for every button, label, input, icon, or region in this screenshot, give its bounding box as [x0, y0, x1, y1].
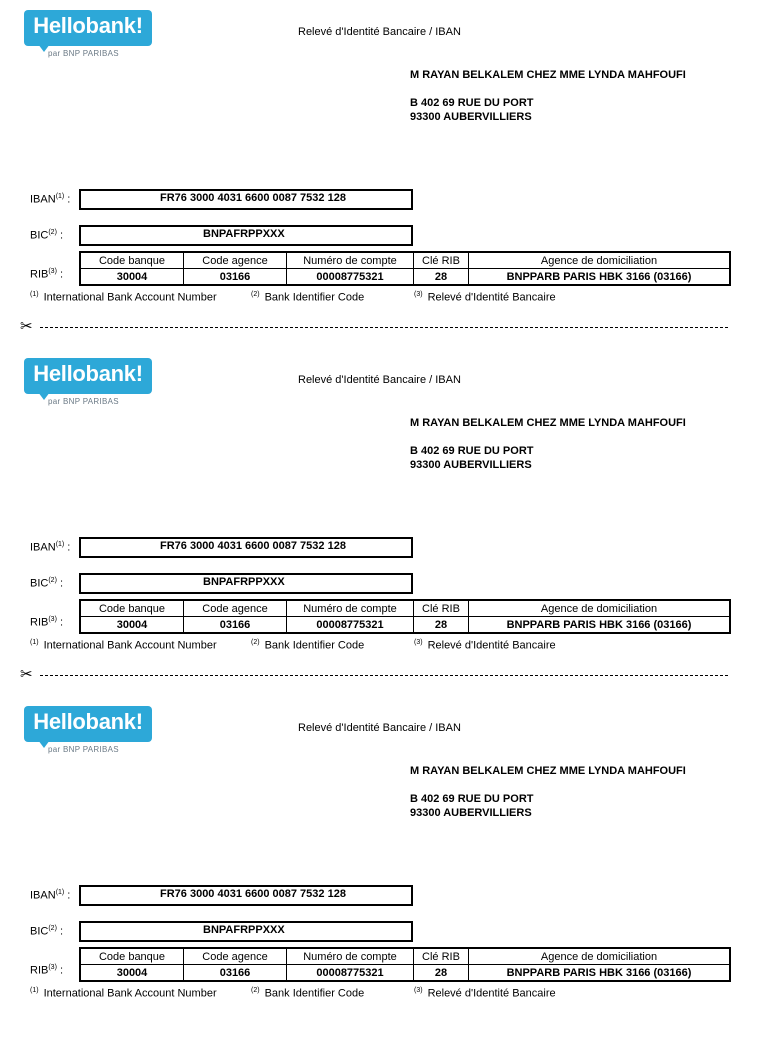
iban-label: IBAN$^{(1)}$ : — [30, 889, 71, 902]
footnote-2: $^{(2)}$ Bank Identifier Code — [251, 987, 365, 1000]
address-line-2: 93300 AUBERVILLIERS — [410, 111, 532, 123]
cut-line-2 — [20, 666, 728, 683]
footnote-3: $^{(3)}$ Relevé d'Identité Bancaire — [414, 639, 556, 652]
header-cle-rib: Clé RIB — [414, 252, 469, 269]
rib-header-row — [80, 600, 730, 617]
rib-section-2 — [0, 348, 768, 696]
rib-header-row — [80, 948, 730, 965]
iban-label: IBAN$^{(1)}$ : — [30, 193, 71, 206]
address-line-1: B 402 69 RUE DU PORT — [410, 97, 534, 109]
iban-field: FR76 3000 4031 6600 0087 7532 128 — [79, 885, 413, 906]
rib-table — [79, 599, 731, 634]
rib-label: RIB$^{(3)}$ : — [30, 268, 64, 281]
header-code-agence: Code agence — [184, 600, 287, 617]
rib-table — [79, 947, 731, 982]
scissors-icon: ✂ — [20, 318, 33, 335]
rib-value-row — [80, 965, 730, 982]
header-code-banque: Code banque — [80, 948, 184, 965]
account-holder-name: M RAYAN BELKALEM CHEZ MME LYNDA MAHFOUFI — [410, 417, 686, 429]
footnote-1: $^{(1)}$ International Bank Account Number — [30, 987, 217, 1000]
iban-label: IBAN$^{(1)}$ : — [30, 541, 71, 554]
hellobank-logo: Hellobank! par BNP PARIBAS — [24, 358, 152, 406]
footnote-1: $^{(1)}$ International Bank Account Number — [30, 639, 217, 652]
header-cle-rib: Clé RIB — [414, 948, 469, 965]
address-line-1: B 402 69 RUE DU PORT — [410, 445, 534, 457]
value-numero-compte: 00008775321 — [287, 269, 414, 286]
header-numero-compte: Numéro de compte — [287, 948, 414, 965]
cut-line-1 — [20, 318, 728, 335]
address-line-2: 93300 AUBERVILLIERS — [410, 807, 532, 819]
value-code-banque: 30004 — [80, 269, 184, 286]
rib-value-row — [80, 269, 730, 286]
address-line-2: 93300 AUBERVILLIERS — [410, 459, 532, 471]
header-cle-rib: Clé RIB — [414, 600, 469, 617]
header-code-agence: Code agence — [184, 252, 287, 269]
rib-section-3 — [0, 696, 768, 1044]
value-code-banque: 30004 — [80, 617, 184, 634]
header-numero-compte: Numéro de compte — [287, 252, 414, 269]
document-title: Relevé d'Identité Bancaire / IBAN — [298, 722, 461, 734]
hellobank-logo: Hellobank! par BNP PARIBAS — [24, 10, 152, 58]
header-agence: Agence de domiciliation — [469, 948, 731, 965]
bic-field: BNPAFRPPXXX — [79, 921, 413, 942]
header-agence: Agence de domiciliation — [469, 252, 731, 269]
value-code-banque: 30004 — [80, 965, 184, 982]
value-cle-rib: 28 — [414, 617, 469, 634]
address-line-1: B 402 69 RUE DU PORT — [410, 793, 534, 805]
hellobank-logo: Hellobank! par BNP PARIBAS — [24, 706, 152, 754]
document-title: Relevé d'Identité Bancaire / IBAN — [298, 374, 461, 386]
value-numero-compte: 00008775321 — [287, 965, 414, 982]
bic-label: BIC$^{(2)}$ : — [30, 577, 64, 590]
account-holder-name: M RAYAN BELKALEM CHEZ MME LYNDA MAHFOUFI — [410, 765, 686, 777]
value-numero-compte: 00008775321 — [287, 617, 414, 634]
header-code-agence: Code agence — [184, 948, 287, 965]
iban-field: FR76 3000 4031 6600 0087 7532 128 — [79, 189, 413, 210]
account-holder-name: M RAYAN BELKALEM CHEZ MME LYNDA MAHFOUFI — [410, 69, 686, 81]
header-code-banque: Code banque — [80, 252, 184, 269]
rib-section-1 — [0, 0, 768, 348]
header-code-banque: Code banque — [80, 600, 184, 617]
footnote-3: $^{(3)}$ Relevé d'Identité Bancaire — [414, 987, 556, 1000]
rib-value-row — [80, 617, 730, 634]
iban-field: FR76 3000 4031 6600 0087 7532 128 — [79, 537, 413, 558]
footnote-2: $^{(2)}$ Bank Identifier Code — [251, 291, 365, 304]
value-cle-rib: 28 — [414, 269, 469, 286]
bic-label: BIC$^{(2)}$ : — [30, 229, 64, 242]
bic-field: BNPAFRPPXXX — [79, 573, 413, 594]
value-cle-rib: 28 — [414, 965, 469, 982]
header-numero-compte: Numéro de compte — [287, 600, 414, 617]
bic-label: BIC$^{(2)}$ : — [30, 925, 64, 938]
footnote-1: $^{(1)}$ International Bank Account Number — [30, 291, 217, 304]
footnote-3: $^{(3)}$ Relevé d'Identité Bancaire — [414, 291, 556, 304]
footnote-2: $^{(2)}$ Bank Identifier Code — [251, 639, 365, 652]
value-code-agence: 03166 — [184, 269, 287, 286]
header-agence: Agence de domiciliation — [469, 600, 731, 617]
value-agence: BNPPARB PARIS HBK 3166 (03166) — [469, 269, 731, 286]
rib-table — [79, 251, 731, 286]
bic-field: BNPAFRPPXXX — [79, 225, 413, 246]
value-agence: BNPPARB PARIS HBK 3166 (03166) — [469, 617, 731, 634]
scissors-icon: ✂ — [20, 666, 33, 683]
value-code-agence: 03166 — [184, 617, 287, 634]
document-title: Relevé d'Identité Bancaire / IBAN — [298, 26, 461, 38]
rib-label: RIB$^{(3)}$ : — [30, 964, 64, 977]
rib-header-row — [80, 252, 730, 269]
rib-label: RIB$^{(3)}$ : — [30, 616, 64, 629]
value-agence: BNPPARB PARIS HBK 3166 (03166) — [469, 965, 731, 982]
value-code-agence: 03166 — [184, 965, 287, 982]
